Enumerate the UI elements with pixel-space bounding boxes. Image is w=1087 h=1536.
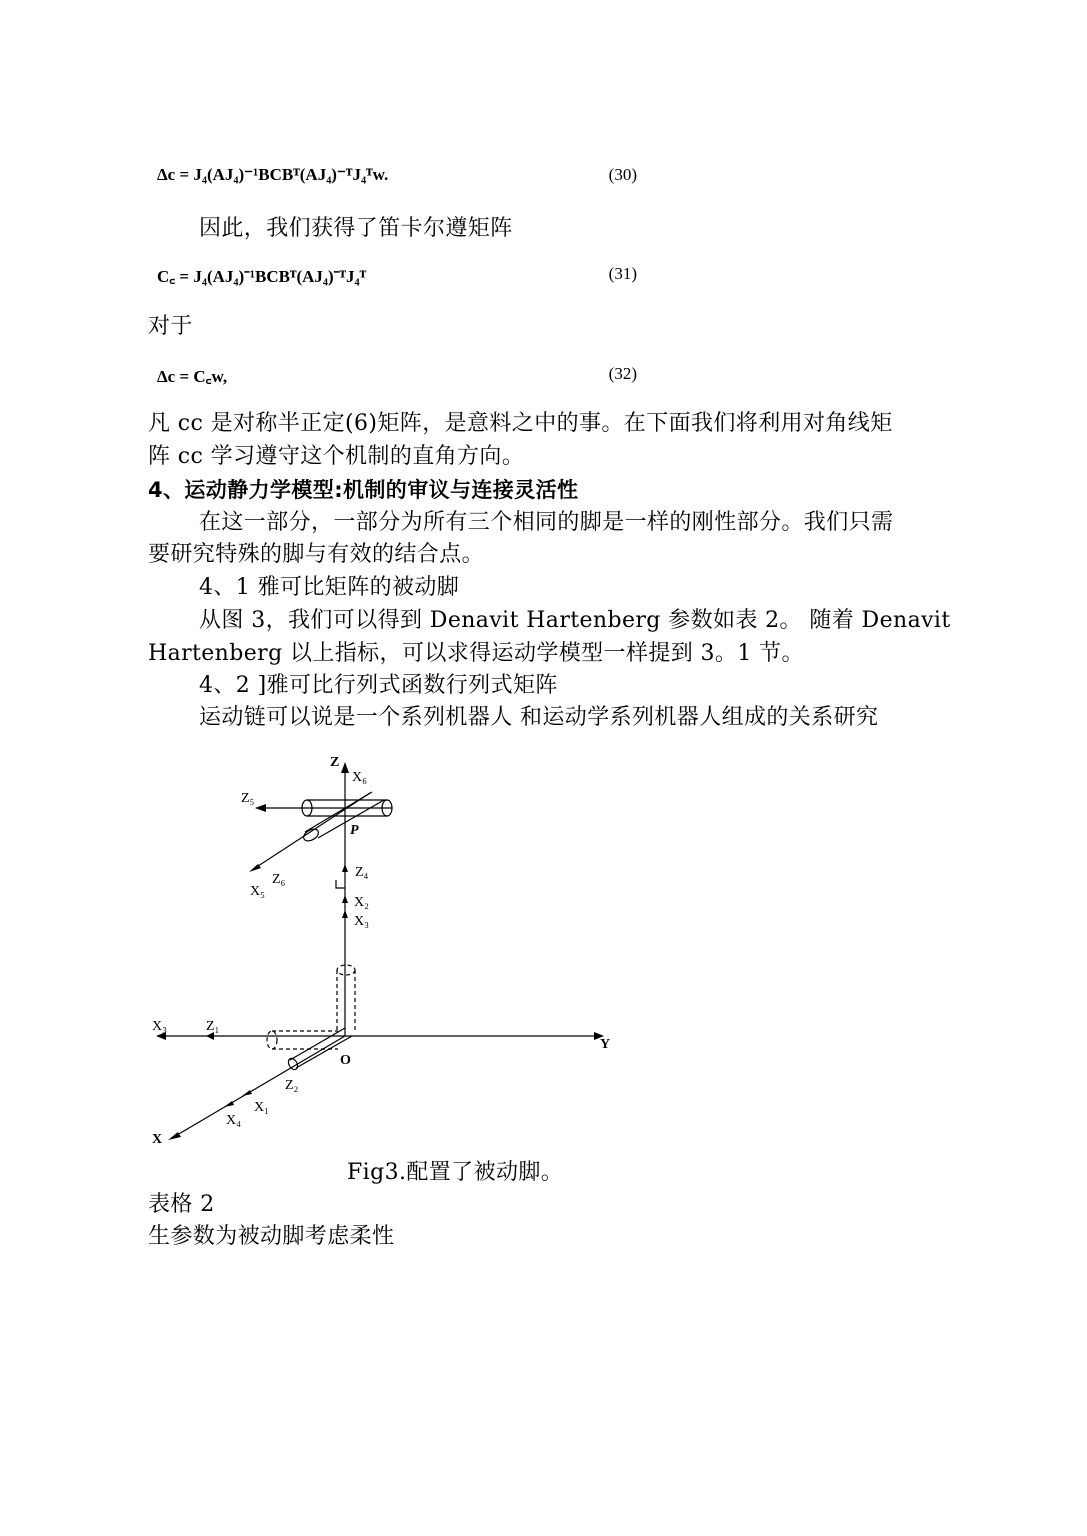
- subsection-4-2: 4、2 ]雅可比行列式函数行列式矩阵: [199, 673, 558, 698]
- figure-3-passive-leg-diagram: [140, 745, 640, 1155]
- subsection-4-1: 4、1 雅可比矩阵的被动脚: [199, 575, 460, 600]
- paragraph-section-line1: 在这一部分，一部分为所有三个相同的脚是一样的刚性部分。我们只需: [199, 510, 894, 535]
- paragraph-section-line2: 要研究特殊的脚与有效的结合点。: [148, 542, 485, 567]
- equation-30-body: Δc = J₄(AJ₄)⁻¹BCBᵀ(AJ₄)⁻ᵀJ₄ᵀw.: [157, 165, 389, 184]
- label-Z5: Z₅: [241, 791, 255, 806]
- equation-31-number: (31): [608, 264, 637, 283]
- label-X3-top: X₃: [354, 914, 369, 929]
- table-label: 表格 2: [148, 1192, 215, 1217]
- paragraph-dh-line1: 从图 3，我们可以得到 Denavit Hartenberg 参数如表 2。 随着 Denavit: [199, 608, 951, 633]
- label-Y: Y: [600, 1037, 611, 1052]
- label-X6: X₆: [352, 770, 367, 785]
- label-X1: X₁: [254, 1100, 269, 1115]
- equation-32-body: Δc = C꜀w,: [157, 367, 228, 386]
- paragraph-cc-line2: 阵 cc 学习遵守这个机制的直角方向。: [148, 444, 525, 469]
- paragraph-kinematic-chain: 运动链可以说是一个系列机器人 和运动学系列机器人组成的关系研究: [199, 705, 879, 730]
- paragraph-for: 对于: [148, 314, 193, 339]
- paragraph-cc-line1: 凡 cc 是对称半正定(6)矩阵，是意料之中的事。在下面我们将利用对角线矩: [148, 411, 893, 436]
- paragraph-therefore: 因此，我们获得了笛卡尔遵矩阵: [199, 216, 513, 241]
- label-Z6: Z₆: [272, 872, 286, 887]
- label-X4: X₄: [226, 1113, 241, 1128]
- equation-32-number: (32): [608, 364, 637, 383]
- label-X2: X₂: [354, 895, 369, 910]
- label-X5: X₅: [250, 884, 265, 899]
- equation-30: [157, 165, 647, 195]
- label-X3: X₃: [152, 1019, 167, 1034]
- label-Z1: Z₁: [206, 1019, 220, 1034]
- equation-30-number: (30): [608, 165, 637, 184]
- equation-32: [157, 364, 647, 394]
- label-Z2: Z₂: [285, 1078, 299, 1093]
- label-P: P: [350, 823, 359, 838]
- equation-31: [157, 264, 647, 294]
- section-heading-4: 4、运动静力学模型:机制的审议与连接灵活性: [148, 478, 579, 502]
- label-X: X: [152, 1132, 163, 1147]
- figure-caption: Fig3.配置了被动脚。: [347, 1160, 564, 1185]
- label-O: O: [340, 1053, 351, 1068]
- equation-31-body: C꜀ = J₄(AJ₄)⁻¹BCBᵀ(AJ₄)⁻ᵀJ₄ᵀ: [157, 267, 367, 286]
- paragraph-dh-line2: Hartenberg 以上指标，可以求得运动学模型一样提到 3。1 节。: [148, 641, 804, 666]
- label-Z4: Z₄: [355, 865, 369, 880]
- label-Z: Z: [330, 755, 340, 770]
- table-title: 生参数为被动脚考虑柔性: [148, 1224, 395, 1249]
